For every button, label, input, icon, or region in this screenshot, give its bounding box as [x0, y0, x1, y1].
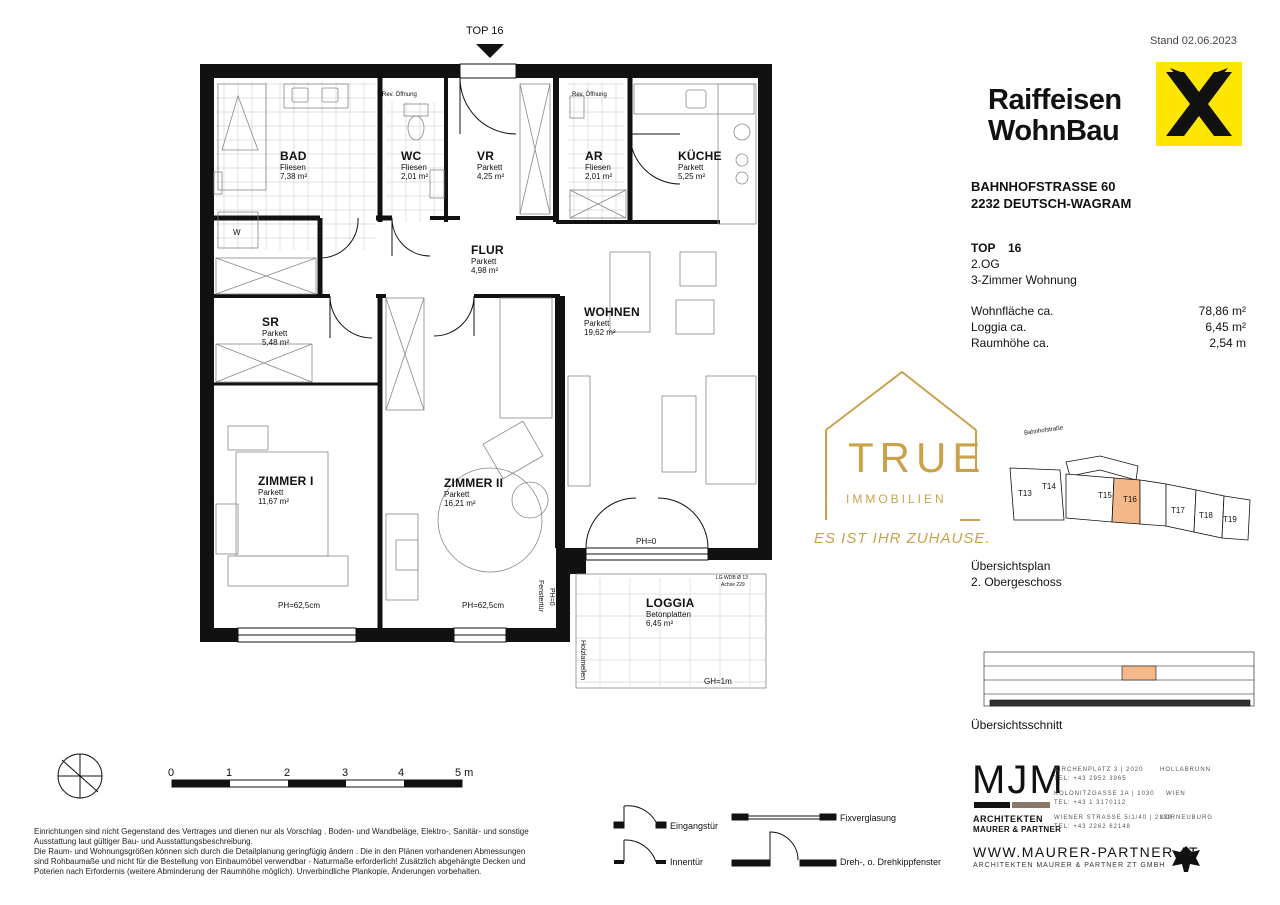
area-label-wohnflaeche: Wohnfläche ca.: [971, 304, 1054, 318]
scale-tick-5: 5 m: [455, 767, 474, 779]
scale-tick-0: 0: [168, 767, 175, 779]
room-wohnen: WOHNEN Parkett 19,62 m²: [584, 305, 640, 337]
room-zimmer-2: ZIMMER II Parkett 16,21 m²: [444, 476, 504, 508]
overview-unit-t15: T15: [1098, 491, 1112, 500]
scale-tick-3: 3: [342, 767, 349, 779]
architect-tel-1: TEL: +43 2952 3965: [1054, 776, 1127, 782]
disclaimer: [34, 827, 594, 877]
room-bad: BAD Fliesen 7,38 m²: [280, 149, 308, 181]
scale-tick-4: 4: [398, 767, 405, 779]
architect-city-1: HOLLABRUNN: [1160, 767, 1212, 773]
area-value-raumhoehe: 2,54 m: [1209, 336, 1246, 350]
area-value-wohnflaeche: 78,86 m²: [1198, 304, 1246, 318]
room-loggia: LOGGIA Betonplatten 6,45 m²: [646, 596, 695, 628]
disclaimer-line: Ausstattung laut gültiger Bau- und Ausstattungsbeschreibung.: [34, 837, 253, 846]
address-line2: 2232 DEUTSCH-WAGRAM: [971, 196, 1132, 211]
legend-tilt-window: Dreh-, o. Drehkippfenster: [840, 857, 942, 867]
floor-label: 2.OG: [971, 257, 1000, 271]
scale-tick-2: 2: [284, 767, 291, 779]
room-vr: VR Parkett 4,25 m²: [477, 149, 505, 181]
overview-unit-t18: T18: [1199, 511, 1213, 520]
mark-ph-zimmer2: PH=62,5cm: [462, 601, 505, 610]
mark-fenstertuer: Fenstertür: [537, 580, 544, 612]
room-wc: WC Fliesen 2,01 m²: [401, 149, 429, 181]
true-logo-slogan: ES IST IHR ZUHAUSE.: [814, 530, 991, 547]
top-number: 16: [1008, 241, 1022, 255]
mark-rev-1: Rev. Öffnung: [382, 92, 417, 98]
mark-gh: GH=1m: [704, 677, 732, 686]
mark-ph-side: PH=0: [548, 588, 555, 606]
disclaimer-line: Die Raum- und Wohnungsgrößen können sich durch die Detailplanung geringfügig ändern . Die in den Plänen vorhandenen Abmessungen: [34, 847, 526, 856]
scale-tick-1: 1: [226, 767, 233, 779]
overview-caption-1: Übersichtsplan: [971, 559, 1051, 573]
mark-rev-2: Rev. Öffnung: [572, 92, 607, 98]
overview-unit-t14: T14: [1042, 482, 1056, 491]
mjm-logo-bars: [974, 802, 1050, 808]
disclaimer-line: Poterien nach Erfordernis (weitere Abminderung der Raumhöhe möglich). Unverbindliche Plankopie, Änderungen vorbehalten.: [34, 867, 482, 876]
loggia-tiles: [576, 578, 766, 686]
architect-city-3: KORNEUBURG: [1160, 815, 1214, 821]
mark-ph-zimmer1: PH=62,5cm: [278, 601, 321, 610]
area-value-loggia: 6,45 m²: [1205, 320, 1246, 334]
architect-company: ARCHITEKTEN MAURER & PARTNER ZT GMBH: [973, 862, 1166, 869]
architect-logo: MJM: [972, 758, 1065, 802]
room-kueche: KÜCHE Parkett 5,25 m²: [678, 149, 722, 181]
scale-bar: [172, 780, 462, 787]
brand-name-line1: Raiffeisen: [988, 84, 1122, 116]
overview-unit-t13: T13: [1018, 489, 1032, 498]
entry-arrow-icon: [476, 44, 504, 58]
compass-icon: [58, 754, 102, 798]
architect-tel-2: TEL: +43 1 3170112: [1054, 800, 1127, 806]
true-logo-sub: IMMOBILIEN: [846, 492, 947, 506]
disclaimer-line: Einrichtungen sind nicht Gegenstand des Vertrages und dienen nur als Vorschlag . Boden- und Wandbeläge, Elektro-, Sanitär- und sonstige: [34, 827, 529, 836]
apartment-type: 3-Zimmer Wohnung: [971, 273, 1077, 287]
room-zimmer-1: ZIMMER I Parkett 11,67 m²: [258, 474, 314, 506]
overview-caption-2: 2. Obergeschoss: [971, 575, 1062, 589]
architect-tel-3: TEL: +43 2262 62148: [1054, 824, 1131, 830]
architect-address-1: KIRCHENPLATZ 3 | 2020: [1054, 767, 1144, 773]
mark-ph-wohnen: PH=0: [636, 537, 657, 546]
top-label: TOP: [971, 241, 996, 255]
legend-interior-door: Innentür: [670, 857, 704, 867]
area-label-loggia: Loggia ca.: [971, 320, 1027, 334]
mark-washer: W: [233, 228, 241, 237]
section-caption: Übersichtsschnitt: [971, 718, 1063, 732]
architect-web: WWW.MAURER-PARTNER.AT: [973, 844, 1199, 860]
true-logo-word: TRUE: [848, 434, 987, 481]
mark-achse: Achse 229: [721, 582, 745, 588]
architect-name-1: ARCHITEKTEN: [973, 814, 1043, 824]
legend-fixed-glazing: Fixverglasung: [840, 813, 897, 823]
architect-city-2: WIEN: [1166, 791, 1186, 797]
top-marker: TOP 16: [466, 25, 504, 37]
overview-street: Bahnhofstraße: [1023, 425, 1064, 437]
address-line1: BAHNHOFSTRASSE 60: [971, 179, 1116, 194]
architect-address-2: KOLONITZGASSE 2A | 1030: [1054, 791, 1155, 797]
room-flur: FLUR Parkett 4,98 m²: [471, 243, 504, 275]
stand-date: Stand 02.06.2023: [1150, 35, 1237, 47]
legend-symbols: [614, 806, 836, 866]
overview-unit-t16: T16: [1123, 495, 1137, 504]
room-sr: SR Parkett 5,48 m²: [262, 315, 290, 347]
area-label-raumhoehe: Raumhöhe ca.: [971, 336, 1050, 350]
legend-entrance-door: Eingangstür: [670, 821, 719, 831]
mark-holzlamellen: Holzlamellen: [579, 640, 586, 681]
mark-lg-wdb: LG WDB Ø 13: [716, 575, 748, 581]
architect-address-3: WIENER STRASSE 5/1/40 | 2100: [1054, 815, 1173, 821]
architect-name-2: MAURER & PARTNER: [973, 825, 1062, 834]
brand-name-line2: WohnBau: [988, 115, 1120, 147]
overview-unit-t17: T17: [1171, 506, 1185, 515]
overview-section-drawing: [984, 652, 1254, 706]
room-ar: AR Fliesen 2,01 m²: [585, 149, 613, 181]
disclaimer-line: sind Rohbaumaße und nicht für die Bestellung von Einbaumöbel verwendbar - Naturmaße erforderlich! Zusätzlich abgehängte Decken und: [34, 857, 526, 866]
overview-unit-t19: T19: [1223, 515, 1237, 524]
raiffeisen-logo-icon: [1156, 62, 1242, 146]
